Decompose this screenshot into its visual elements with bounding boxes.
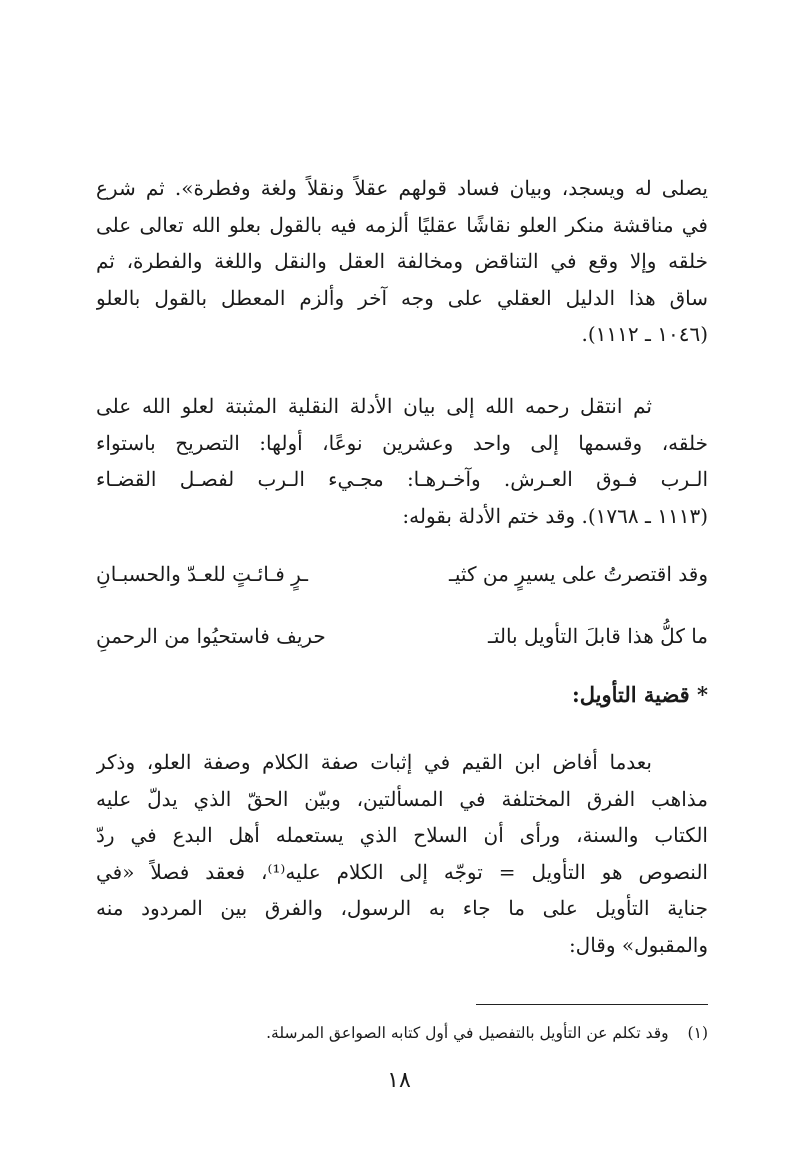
poetry-verse-1 (96, 562, 708, 602)
paragraph-1 (96, 170, 708, 353)
page-number: ١٨ (387, 1068, 411, 1093)
verse-first-hemistich: وقد اقتصرتُ على يسيرٍ من كثيـ (449, 562, 708, 586)
verse-second-hemistich: ـرٍ فـائـتٍ للعـدّ والحسبـانِ (96, 562, 309, 586)
paragraph-3 (96, 744, 708, 963)
paragraph-line: بعدما أفاض ابن القيم في إثبات صفة الكلام وصفة العلو، وذكر (96, 750, 652, 774)
poetry-verse-2 (96, 624, 708, 664)
paragraph-line: الـرب فـوق العـرش. وآخـرهـا: مجـيء الـرب لفصـل القضـاء (96, 467, 708, 491)
paragraph-line: يصلى له ويسجد، وبيان فساد قولهم عقلاً ونقلاً ولغة وفطرة». ثم شرع (96, 176, 708, 200)
paragraph-line: النصوص هو التأويل = توجّه إلى الكلام عليه⁽¹⁾، فعقد فصلاً «في (96, 859, 708, 884)
paragraph-line: ساق هذا الدليل العقلي على وجه آخر وألزم المعطل بالقول بالعلو (96, 285, 708, 310)
paragraph-line: (١٠٤٦ ـ ١١١٢). (581, 322, 708, 346)
paragraph-line: خلقه، وقسمها إلى واحد وعشرين نوعًا، أولها: التصريح باستواء (96, 430, 708, 455)
footnote-marker: (١) (687, 1024, 708, 1042)
paragraph-line: الكتاب والسنة، ورأى أن السلاح الذي يستعمله أهل البدع في ردّ (96, 823, 708, 847)
footnote-separator (476, 1004, 708, 1005)
footnote (266, 1024, 708, 1042)
section-heading: * قضية التأويل: (571, 682, 708, 707)
paragraph-line: ثم انتقل رحمه الله إلى بيان الأدلة النقلية المثبتة لعلو الله على (96, 394, 652, 418)
verse-second-hemistich: حريف فاستحيُوا من الرحمنِ (96, 624, 326, 648)
paragraph-line: خلقه وإلا وقع في التناقض ومخالفة العقل والنقل واللغة والفطرة، ثم (96, 249, 708, 273)
paragraph-line: في مناقشة منكر العلو نقاشًا عقليًا ألزمه فيه بالقول بعلو الله تعالى على (96, 212, 708, 237)
paragraph-line: (١١١٣ ـ ١٧٦٨). وقد ختم الأدلة بقوله: (402, 503, 708, 528)
paragraph-line: والمقبول» وقال: (568, 932, 708, 957)
paragraph-2 (96, 388, 708, 534)
footnote-text: وقد تكلم عن التأويل بالتفصيل في أول كتابه الصواعق المرسلة. (266, 1024, 669, 1042)
paragraph-line: جناية التأويل على ما جاء به الرسول، والفرق بين المردود منه (96, 896, 708, 920)
paragraph-line: مذاهب الفرق المختلفة في المسألتين، وبيّن الحقّ الذي يدلّ عليه (96, 786, 708, 811)
verse-first-hemistich: ما كلُّ هذا قابلَ التأويل بالتـ (487, 624, 708, 648)
